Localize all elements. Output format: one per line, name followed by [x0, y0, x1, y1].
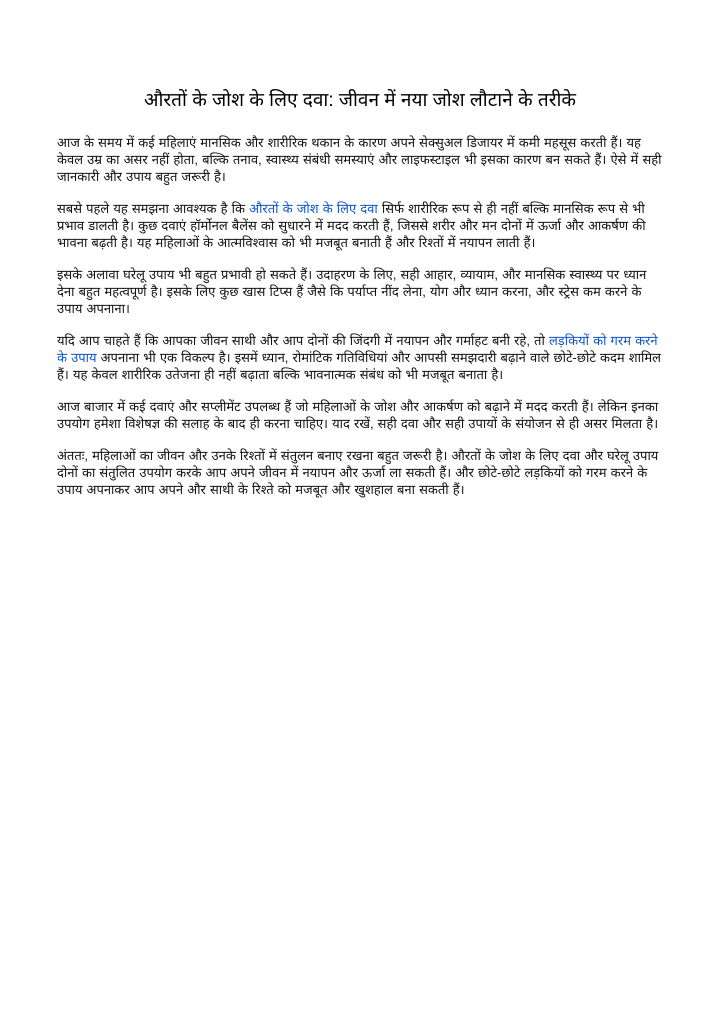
paragraph-relationship-text-before: यदि आप चाहते हैं कि आपका जीवन साथी और आप दोनों की जिंदगी में नयापन और गर्माहट बनी रहे, तो — [57, 332, 549, 348]
paragraph-home-remedies — [57, 266, 663, 317]
link-aurton-ke-josh-ke-liye-dawa[interactable]: औरतों के जोश के लिए दवा — [249, 200, 378, 216]
paragraph-medicine-text-after: सिर्फ शारीरिक रूप से ही नहीं बल्कि मानसिक रूप से भी प्रभाव डालती है। कुछ दवाएं हॉर्मोनल बैलेंस को सुधारने में मदद करती हैं, जिससे शरीर और मन दोनों में ऊर्जा और आकर्षण की भावना बढ़ती है। यह महिलाओं के आत्मविश्वास को भी मजबूत बनाती हैं और रिश्तों में नयापन लाती हैं। — [57, 200, 646, 250]
paragraph-conclusion-text: अंततः, महिलाओं का जीवन और उनके रिश्तों में संतुलन बनाए रखना बहुत जरूरी है। औरतों के जोश के लिए दवा और घरेलू उपाय दोनों का संतुलित उपयोग करके आप अपने जीवन में नयापन और ऊर्जा ला सकती हैं। और छोटे-छोटे लड़कियों को गरम करने के उपाय अपनाकर आप अपने और साथी के रिश्ते को मजबूत और खुशहाल बना सकती हैं। — [57, 447, 659, 497]
paragraph-home-remedies-text: इसके अलावा घरेलू उपाय भी बहुत प्रभावी हो सकते हैं। उदाहरण के लिए, सही आहार, व्यायाम, और मानसिक स्वास्थ्य पर ध्यान देना बहुत महत्वपूर्ण है। इसके लिए कुछ खास टिप्स हैं जैसे कि पर्याप्त नींद लेना, योग और ध्यान करना, और स्ट्रेस कम करने के उपाय अपनाना। — [57, 266, 647, 316]
paragraph-relationship-text-after: अपनाना भी एक विकल्प है। इसमें ध्यान, रोमांटिक गतिविधियां और आपसी समझदारी बढ़ाने वाले छोटे-छोटे कदम शामिल हैं। यह केवल शारीरिक उतेजना ही नहीं बढ़ाता बल्कि भावनात्मक संबंध को भी मजबूत बनाता है। — [57, 349, 661, 382]
document-title: औरतों के जोश के लिए दवा: जीवन में नया जोश लौटाने के तरीके — [143, 90, 577, 111]
link-ladkiyon-ko-garam-karne-ke-upay[interactable]: लड़कियों को गरम करने के उपाय — [57, 332, 658, 365]
paragraph-market-advice-text: आज बाजार में कई दवाएं और सप्लीमेंट उपलब्ध हैं जो महिलाओं के जोश और आकर्षण को बढ़ाने में मदद करती हैं। लेकिन इनका उपयोग हमेशा विशेषज्ञ की सलाह के बाद ही करना चाहिए। याद रखें, सही दवा और सही उपायों के संयोजन से ही असर मिलता है। — [57, 398, 659, 431]
paragraph-medicine-text-before: सबसे पहले यह समझना आवश्यक है कि — [57, 200, 250, 216]
paragraph-medicine — [57, 200, 663, 251]
paragraph-market-advice — [57, 398, 663, 432]
paragraph-intro-text: आज के समय में कई महिलाएं मानसिक और शारीरिक थकान के कारण अपने सेक्सुअल डिजायर में कमी महसूस करती हैं। यह केवल उम्र का असर नहीं होता, बल्कि तनाव, स्वास्थ्य संबंधी समस्याएं और लाइफस्टाइल भी इसका कारण बन सकते हैं। ऐसे में सही जानकारी और उपाय बहुत जरूरी है। — [57, 134, 662, 184]
paragraph-intro — [57, 134, 663, 185]
paragraph-conclusion — [57, 447, 663, 498]
paragraph-relationship — [57, 332, 663, 383]
